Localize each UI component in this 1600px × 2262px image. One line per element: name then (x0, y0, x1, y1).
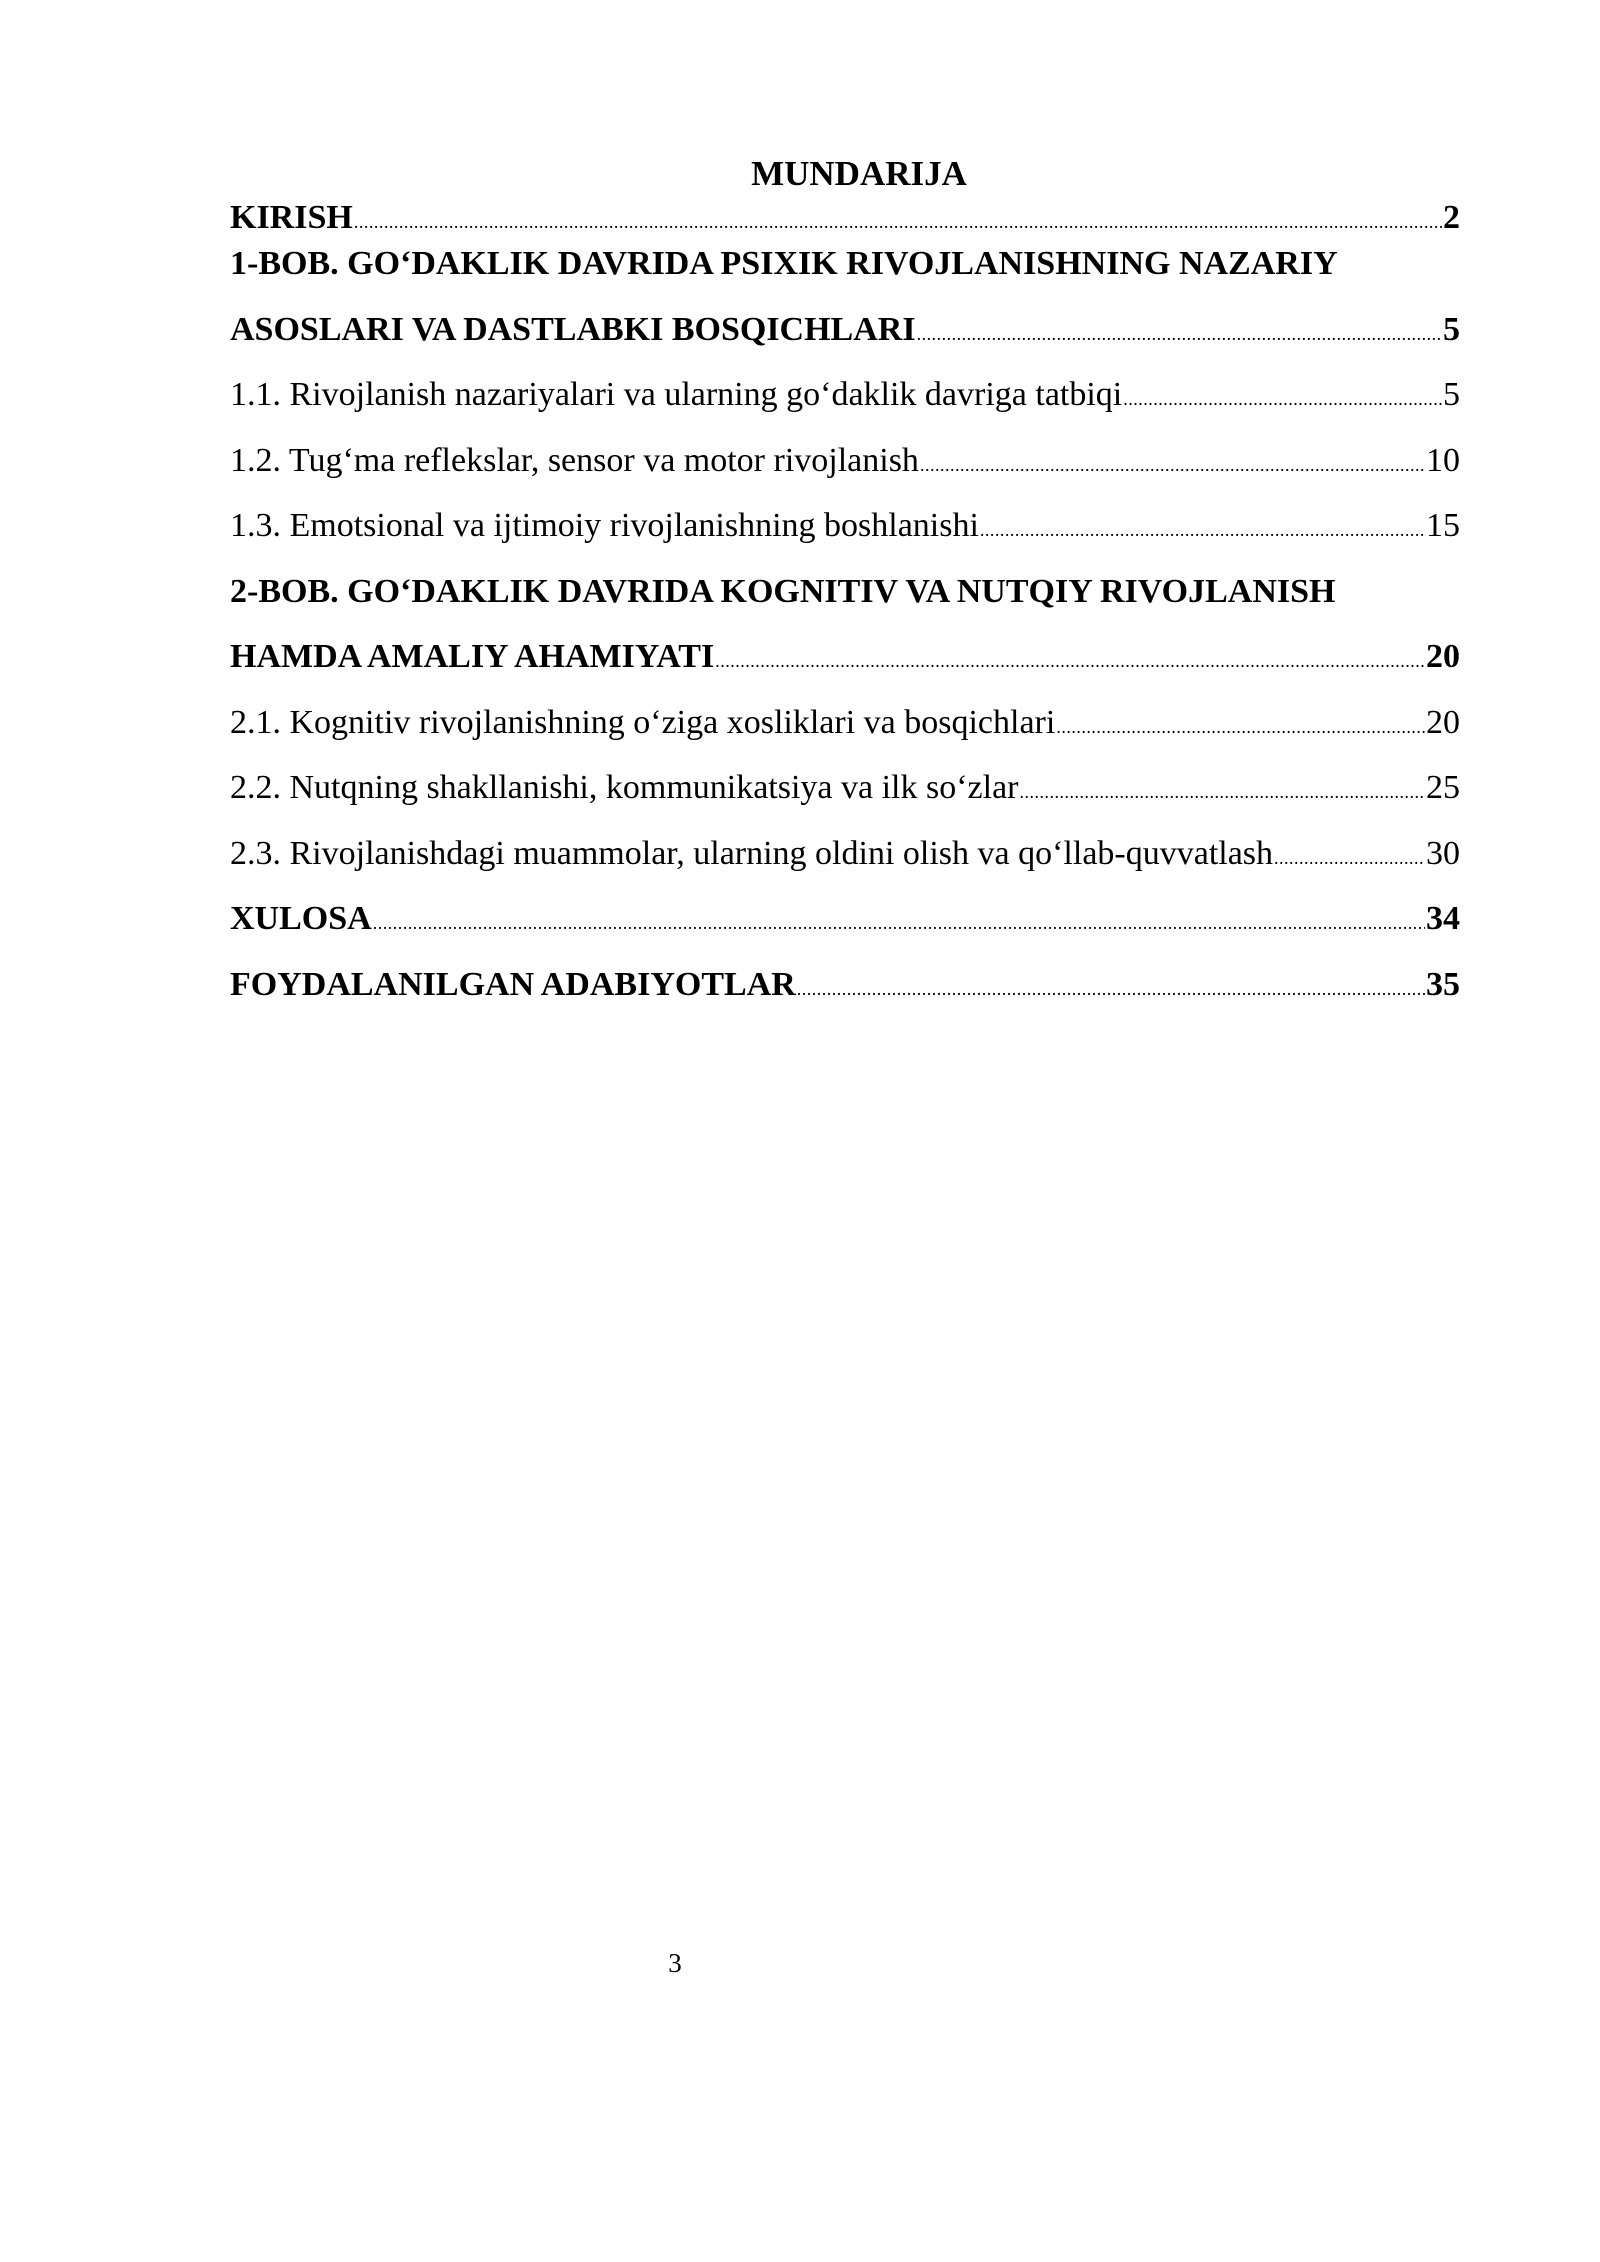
dot-leader (715, 637, 1425, 685)
toc-entry-page: 10 (1426, 441, 1460, 479)
toc-entry-2-3[interactable] (230, 830, 1460, 896)
toc-entry-title: 1-BOB. GO‘DAKLIK DAVRIDA PSIXIK RIVOJLANISHNING NAZARIY (230, 245, 1338, 282)
toc-entry-title: KIRISH (230, 199, 353, 236)
toc-entry-chapter-1-line-1[interactable] (230, 240, 1460, 306)
toc-entry-chapter-2-line-1[interactable] (230, 568, 1460, 634)
page-number: 3 (668, 1948, 682, 1978)
toc-entry-title: XULOSA (230, 900, 372, 937)
toc-entry-title: 1.3. Emotsional va ijtimoiy rivojlanishning boshlanishi (230, 507, 979, 544)
dot-leader (1056, 703, 1425, 751)
toc-entry-title: 1.2. Tug‘ma reflekslar, sensor va motor rivojlanish (230, 441, 919, 479)
toc-entry-title: 2-BOB. GO‘DAKLIK DAVRIDA KOGNITIV VA NUTQIY RIVOJLANISH (230, 572, 1336, 610)
toc-entry-page: 35 (1426, 965, 1460, 1003)
toc-entry-page: 34 (1426, 900, 1460, 937)
toc-entry-page: 5 (1443, 376, 1460, 413)
toc-entry-xulosa[interactable] (230, 895, 1460, 961)
dot-leader (917, 310, 1442, 358)
toc-entry-1-2[interactable] (230, 437, 1460, 503)
toc-entry-page: 30 (1426, 834, 1460, 872)
dot-leader (980, 506, 1425, 554)
toc-entry-page: 2 (1443, 199, 1460, 236)
toc-entry-page: 20 (1426, 703, 1460, 741)
toc-entry-title: HAMDA AMALIY AHAMIYATI (230, 638, 715, 675)
table-of-contents (230, 196, 1460, 1026)
toc-entry-2-1[interactable] (230, 699, 1460, 765)
dot-leader (1123, 375, 1442, 423)
toc-entry-chapter-2-line-2[interactable] (230, 633, 1460, 699)
toc-entry-page: 20 (1426, 638, 1460, 675)
toc-entry-title: 2.3. Rivojlanishdagi muammolar, ularning oldini olish va qo‘llab-quvvatlash (230, 834, 1274, 872)
toc-entry-title: ASOSLARI VA DASTLABKI BOSQICHLARI (230, 310, 916, 348)
dot-leader (920, 441, 1425, 489)
dot-leader (1020, 768, 1425, 816)
toc-entry-page: 25 (1426, 769, 1460, 806)
toc-entry-title: 2.1. Kognitiv rivojlanishning o‘ziga xosliklari va bosqichlari (230, 703, 1056, 741)
toc-entry-1-3[interactable] (230, 502, 1460, 568)
dot-leader (373, 899, 1425, 947)
toc-entry-1-1[interactable] (230, 371, 1460, 437)
toc-entry-title: FOYDALANILGAN ADABIYOTLAR (230, 965, 796, 1003)
toc-entry-page: 15 (1426, 507, 1460, 544)
dot-leader (1274, 834, 1425, 882)
toc-entry-title: 2.2. Nutqning shakllanishi, kommunikatsiya va ilk so‘zlar (230, 769, 1019, 806)
dot-leader (354, 200, 1442, 244)
toc-entry-page: 5 (1443, 310, 1460, 348)
toc-heading: MUNDARIJA (751, 154, 967, 193)
toc-entry-title: 1.1. Rivojlanish nazariyalari va ularning go‘daklik davriga tatbiqi (230, 376, 1123, 413)
toc-entry-chapter-1-line-2[interactable] (230, 306, 1460, 372)
toc-entry-kirish[interactable] (230, 196, 1460, 240)
toc-entry-references[interactable] (230, 961, 1460, 1027)
dot-leader (797, 965, 1425, 1013)
toc-entry-2-2[interactable] (230, 764, 1460, 830)
